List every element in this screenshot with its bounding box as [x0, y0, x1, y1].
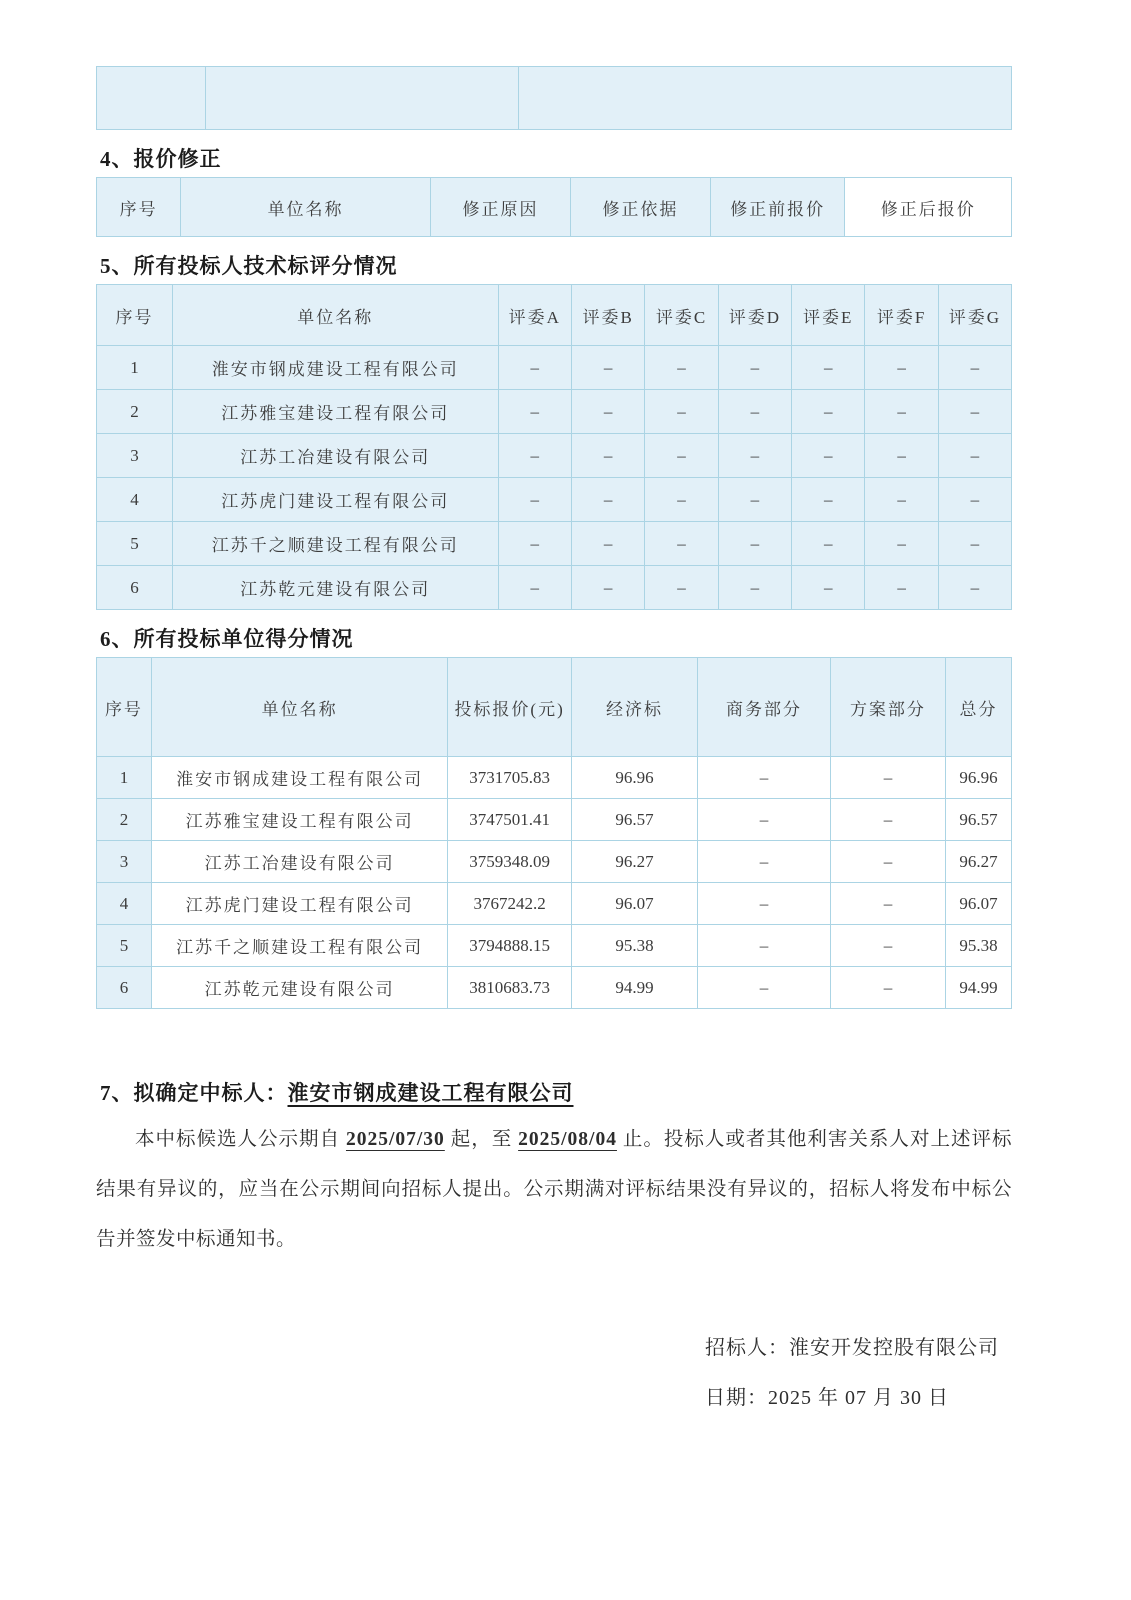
column-header: 评委G: [938, 285, 1011, 346]
table-row: [97, 434, 1012, 478]
row-number: 2: [97, 799, 152, 841]
score-cell: –: [792, 478, 865, 522]
column-header: 序号: [97, 658, 152, 757]
table-row: [97, 390, 1012, 434]
plan-score: –: [830, 841, 945, 883]
notice-paragraph: [96, 1115, 1012, 1265]
total-score: 95.38: [946, 925, 1012, 967]
score-cell: –: [718, 434, 791, 478]
empty-cell: [205, 67, 518, 130]
plan-score: –: [830, 883, 945, 925]
table-row: [97, 925, 1012, 967]
table-row: [97, 841, 1012, 883]
score-cell: –: [571, 566, 644, 610]
table-header-row: [97, 285, 1012, 346]
row-number: 4: [97, 883, 152, 925]
column-header: 评委F: [865, 285, 938, 346]
table-row: [97, 522, 1012, 566]
empty-cell: [518, 67, 1011, 130]
score-cell: –: [498, 522, 571, 566]
bid-price: 3731705.83: [448, 757, 572, 799]
score-cell: –: [498, 390, 571, 434]
score-cell: –: [938, 434, 1011, 478]
table-row: [97, 799, 1012, 841]
business-score: –: [698, 841, 831, 883]
business-score: –: [698, 799, 831, 841]
score-cell: –: [571, 478, 644, 522]
row-number: 1: [97, 346, 173, 390]
row-number: 3: [97, 434, 173, 478]
column-header: 评委A: [498, 285, 571, 346]
score-cell: –: [792, 346, 865, 390]
economic-score: 96.96: [571, 757, 697, 799]
score-cell: –: [865, 346, 938, 390]
bid-price: 3767242.2: [448, 883, 572, 925]
score-cell: –: [938, 522, 1011, 566]
bidder-name: 江苏乾元建设有限公司: [172, 566, 498, 610]
total-score: 94.99: [946, 967, 1012, 1009]
score-cell: –: [938, 478, 1011, 522]
publicity-end-date: 2025/08/04: [518, 1129, 617, 1150]
column-header: 序号: [97, 178, 181, 237]
score-cell: –: [792, 434, 865, 478]
section4-title: 4、报价修正: [100, 147, 222, 171]
technical-score-table: [96, 284, 1012, 610]
column-header: 评委E: [792, 285, 865, 346]
table-row: [97, 757, 1012, 799]
score-cell: –: [865, 434, 938, 478]
bidder-name: 江苏乾元建设有限公司: [151, 967, 447, 1009]
notice-text: 起，至: [444, 1129, 519, 1150]
score-cell: –: [718, 346, 791, 390]
total-score: 96.27: [946, 841, 1012, 883]
economic-score: 95.38: [571, 925, 697, 967]
column-header: 经济标: [571, 658, 697, 757]
column-header: 序号: [97, 285, 173, 346]
economic-score: 96.07: [571, 883, 697, 925]
score-cell: –: [498, 346, 571, 390]
plan-score: –: [830, 925, 945, 967]
bid-price: 3747501.41: [448, 799, 572, 841]
business-score: –: [698, 757, 831, 799]
bidder-name: 淮安市钢成建设工程有限公司: [151, 757, 447, 799]
publicity-start-date: 2025/07/30: [345, 1129, 445, 1150]
bidder-name: 江苏工冶建设有限公司: [172, 434, 498, 478]
score-cell: –: [645, 434, 718, 478]
business-score: –: [698, 883, 831, 925]
column-header: 评委C: [645, 285, 718, 346]
score-cell: –: [718, 522, 791, 566]
column-header: 单位名称: [172, 285, 498, 346]
plan-score: –: [830, 799, 945, 841]
row-number: 5: [97, 522, 173, 566]
notice-text: 止。投标人或者其他利害关系人对上述评标结果有异议的，应当在公示期间向招标人提出。公示期满对评标结果没有异议的，招标人将发布中标公告并签发中标通知书。: [96, 1129, 1012, 1250]
score-cell: –: [571, 390, 644, 434]
section6-title: 6、所有投标单位得分情况: [100, 627, 354, 651]
table-row: [97, 478, 1012, 522]
row-number: 6: [97, 566, 173, 610]
bidder-name: 江苏虎门建设工程有限公司: [151, 883, 447, 925]
score-cell: –: [571, 346, 644, 390]
bidder-name: 江苏雅宝建设工程有限公司: [151, 799, 447, 841]
economic-score: 96.57: [571, 799, 697, 841]
business-score: –: [698, 967, 831, 1009]
column-header: 商务部分: [698, 658, 831, 757]
empty-cell: [97, 67, 206, 130]
column-header: 修正前报价: [710, 178, 845, 237]
column-header: 单位名称: [181, 178, 431, 237]
bid-price: 3810683.73: [448, 967, 572, 1009]
bidder-name: 江苏千之顺建设工程有限公司: [172, 522, 498, 566]
bidder-name: 淮安市钢成建设工程有限公司: [172, 346, 498, 390]
winner-name: 淮安市钢成建设工程有限公司: [287, 1081, 574, 1105]
total-score-table: [96, 657, 1012, 1009]
column-header: 修正原因: [430, 178, 570, 237]
section5-title: 5、所有投标人技术标评分情况: [100, 254, 398, 278]
total-score: 96.07: [946, 883, 1012, 925]
score-cell: –: [645, 478, 718, 522]
table-header-row: [97, 658, 1012, 757]
score-cell: –: [498, 478, 571, 522]
score-cell: –: [938, 390, 1011, 434]
plan-score: –: [830, 757, 945, 799]
score-cell: –: [645, 390, 718, 434]
column-header: 方案部分: [830, 658, 945, 757]
date-line: 日期：2025 年 07 月 30 日: [705, 1387, 949, 1409]
bidder-name: 江苏虎门建设工程有限公司: [172, 478, 498, 522]
row-number: 6: [97, 967, 152, 1009]
table-row: [97, 566, 1012, 610]
column-header: 评委B: [571, 285, 644, 346]
total-score: 96.57: [946, 799, 1012, 841]
score-cell: –: [718, 478, 791, 522]
score-cell: –: [792, 390, 865, 434]
bid-price: 3794888.15: [448, 925, 572, 967]
column-header: 修正后报价: [845, 178, 1012, 237]
score-cell: –: [938, 346, 1011, 390]
signature-block: [705, 1333, 1012, 1413]
table-row: [97, 883, 1012, 925]
score-cell: –: [645, 346, 718, 390]
score-cell: –: [498, 566, 571, 610]
score-cell: –: [938, 566, 1011, 610]
bidder-name: 江苏工冶建设有限公司: [151, 841, 447, 883]
table-row: [97, 967, 1012, 1009]
column-header: 评委D: [718, 285, 791, 346]
score-cell: –: [645, 522, 718, 566]
score-cell: –: [571, 522, 644, 566]
row-number: 3: [97, 841, 152, 883]
bidder-name: 江苏千之顺建设工程有限公司: [151, 925, 447, 967]
score-cell: –: [865, 390, 938, 434]
score-cell: –: [718, 566, 791, 610]
business-score: –: [698, 925, 831, 967]
column-header: 总分: [946, 658, 1012, 757]
score-cell: –: [498, 434, 571, 478]
bidder-name: 江苏雅宝建设工程有限公司: [172, 390, 498, 434]
column-header: 投标报价(元): [448, 658, 572, 757]
column-header: 修正依据: [570, 178, 710, 237]
table-row: [97, 346, 1012, 390]
score-cell: –: [865, 566, 938, 610]
economic-score: 94.99: [571, 967, 697, 1009]
score-cell: –: [792, 566, 865, 610]
plan-score: –: [830, 967, 945, 1009]
economic-score: 96.27: [571, 841, 697, 883]
table-header-row: [97, 178, 1012, 237]
tenderer-line: 招标人：淮安开发控股有限公司: [705, 1337, 999, 1359]
score-cell: –: [865, 522, 938, 566]
score-cell: –: [792, 522, 865, 566]
row-number: 1: [97, 757, 152, 799]
row-number: 4: [97, 478, 173, 522]
row-number: 2: [97, 390, 173, 434]
score-cell: –: [865, 478, 938, 522]
section7-title: [100, 1080, 1012, 1106]
score-cell: –: [718, 390, 791, 434]
score-cell: –: [645, 566, 718, 610]
column-header: 单位名称: [151, 658, 447, 757]
notice-text: 本中标候选人公示期自: [135, 1129, 346, 1150]
section7-prefix: 7、拟确定中标人：: [100, 1081, 288, 1105]
score-cell: –: [571, 434, 644, 478]
table-row: [97, 67, 1012, 130]
total-score: 96.96: [946, 757, 1012, 799]
price-correction-table: [96, 177, 1012, 237]
row-number: 5: [97, 925, 152, 967]
carryover-table: [96, 66, 1012, 130]
bid-price: 3759348.09: [448, 841, 572, 883]
